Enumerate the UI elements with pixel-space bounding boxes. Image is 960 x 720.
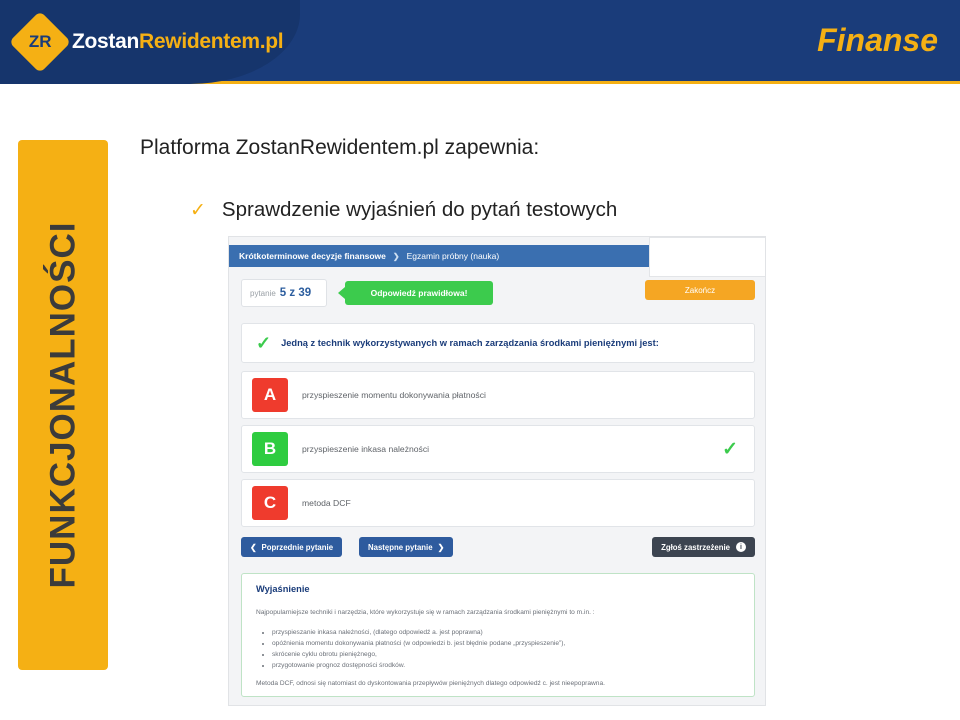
next-question-label: Następne pytanie: [368, 542, 433, 552]
slide-header: [0, 0, 960, 84]
check-icon: ✓: [190, 200, 206, 221]
navigation-row: [241, 537, 755, 561]
explanation-title: Wyjaśnienie: [256, 584, 310, 594]
check-icon: ✓: [722, 438, 738, 460]
chevron-right-icon: ❯: [392, 251, 400, 261]
list-item: • przygotowanie prognoz dostępności środków.: [272, 661, 742, 672]
logo-text: [72, 30, 283, 54]
explanation-panel: [241, 573, 755, 697]
logo-text-white: Zostan: [72, 30, 140, 53]
question-card: [241, 323, 755, 363]
answer-letter: B: [252, 432, 288, 466]
answer-letter: C: [252, 486, 288, 520]
explanation-list: [272, 628, 742, 672]
list-item: • przyspieszanie inkasa należności, (dlatego odpowiedź a. jest poprawna): [272, 628, 742, 639]
check-icon: ✓: [256, 333, 272, 353]
info-icon: i: [736, 542, 746, 552]
answer-text: metoda DCF: [302, 498, 351, 508]
question-counter-value: 5 z 39: [279, 287, 312, 299]
report-issue-label: Zgłoś zastrzeżenie: [661, 542, 730, 552]
list-item: • opóźnienia momentu dokonywania płatności (w odpowiedzi b. jest błędnie podane „przyspieszenie”),: [272, 639, 742, 650]
correct-answer-badge: Odpowiedź prawidłowa!: [345, 281, 493, 305]
question-status-row: [241, 279, 755, 309]
answer-option-c[interactable]: [241, 479, 755, 527]
explanation-footer: Metoda DCF, odnosi się natomiast do dyskontowania przepływów pieniężnych dlatego odpowiedź c. jest nieepoprawna.: [256, 680, 605, 687]
answer-text: przyspieszenie momentu dokonywania płatności: [302, 390, 486, 400]
chevron-right-icon: ❯: [437, 542, 445, 552]
logo-text-yellow: Rewidentem.pl: [139, 30, 284, 53]
chevron-left-icon: ❮: [250, 542, 257, 552]
list-item: • skrócenie cyklu obrotu pieniężnego,: [272, 650, 742, 661]
report-issue-button[interactable]: [652, 537, 755, 557]
breadcrumb-section[interactable]: Krótkoterminowe decyzje finansowe: [239, 251, 386, 261]
logo-mark-text: ZR: [28, 31, 52, 51]
screenshot-top-panel: [649, 237, 766, 277]
answer-text: przyspieszenie inkasa należności: [302, 444, 430, 454]
next-question-button[interactable]: [359, 537, 453, 557]
page-title: Finanse: [817, 22, 938, 58]
answer-option-b[interactable]: [241, 425, 755, 473]
previous-question-label: Poprzednie pytanie: [261, 542, 334, 552]
breadcrumb-page: Egzamin próbny (nauka): [406, 251, 500, 261]
answer-option-a[interactable]: [241, 371, 755, 419]
breadcrumb: [229, 245, 649, 267]
answer-letter: A: [252, 378, 288, 412]
brand-logo: [18, 20, 283, 64]
question-counter-label: pytanie: [250, 288, 276, 298]
bullet-item: [190, 198, 617, 222]
question-text: Jedną z technik wykorzystywanych w ramach zarządzania środkami pieniężnymi jest:: [281, 338, 659, 348]
question-counter: [241, 279, 327, 307]
lead-text: Platforma ZostanRewidentem.pl zapewnia:: [140, 136, 540, 159]
side-banner: [18, 140, 108, 670]
app-screenshot: [228, 236, 766, 706]
explanation-intro: Najpopularniejsze techniki i narzędzia, które wykorzystuje się w ramach zarządzania środkami pieniężnymi to m.in. :: [256, 609, 595, 616]
diamond-logo-icon: [9, 11, 71, 73]
finish-button[interactable]: Zakończ: [645, 280, 755, 300]
bullet-label: Sprawdzenie wyjaśnień do pytań testowych: [221, 198, 618, 221]
side-banner-label: FUNKCJONALNOŚCI: [43, 221, 83, 589]
previous-question-button[interactable]: [241, 537, 342, 557]
